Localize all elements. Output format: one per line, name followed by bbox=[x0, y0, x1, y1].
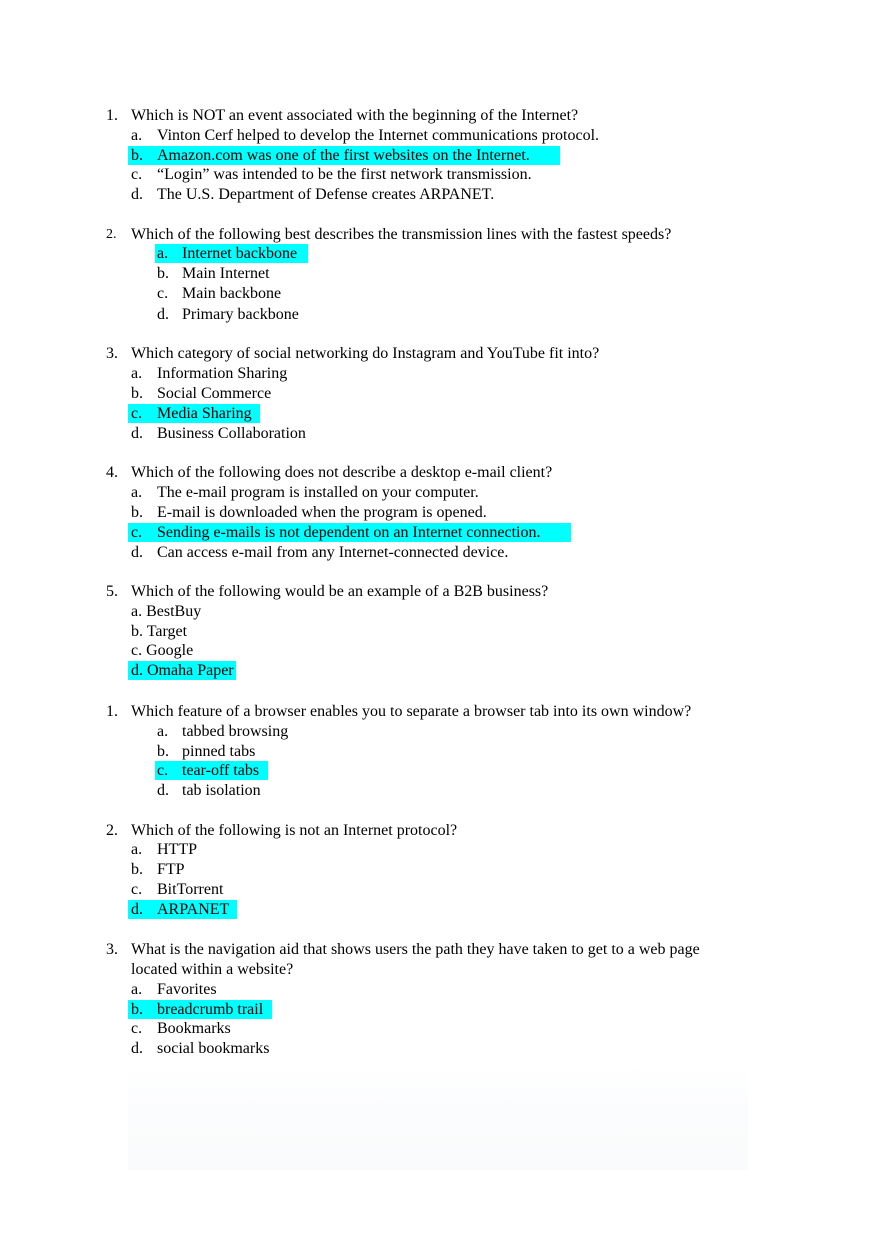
option-letter: a. bbox=[157, 245, 169, 262]
option-letter: c. bbox=[131, 642, 143, 659]
option-text: breadcrumb trail bbox=[157, 1001, 264, 1018]
option-text: Primary backbone bbox=[182, 306, 299, 323]
option-text: tab isolation bbox=[182, 782, 261, 799]
option-text: pinned tabs bbox=[182, 743, 256, 760]
option-text: “Login” was intended to be the first network transmission. bbox=[157, 166, 532, 183]
option-letter: d. bbox=[131, 425, 143, 442]
option-text: Google bbox=[146, 642, 194, 659]
question-number: 1. bbox=[106, 703, 118, 720]
option-text: Favorites bbox=[157, 981, 217, 998]
option-text: Bookmarks bbox=[157, 1020, 231, 1037]
option-text: tabbed browsing bbox=[182, 723, 289, 740]
option-letter: a. bbox=[131, 603, 143, 620]
option-text: Vinton Cerf helped to develop the Internet communications protocol. bbox=[157, 127, 600, 144]
question-text: Which of the following is not an Internet protocol? bbox=[131, 822, 458, 839]
question-number: 1. bbox=[106, 107, 118, 124]
question-text: Which of the following would be an example of a B2B business? bbox=[131, 583, 549, 600]
option-letter: b. bbox=[131, 147, 143, 164]
option-text: FTP bbox=[157, 861, 185, 878]
option-text: Amazon.com was one of the first websites on the Internet. bbox=[157, 147, 530, 164]
question-text: Which category of social networking do Instagram and YouTube fit into? bbox=[131, 345, 600, 362]
question-number: 3. bbox=[106, 941, 118, 958]
option-letter: d. bbox=[131, 186, 143, 203]
option-letter: c. bbox=[157, 285, 169, 302]
option-letter: d. bbox=[157, 782, 169, 799]
option-letter: b. bbox=[131, 623, 143, 640]
option-text: Media Sharing bbox=[157, 405, 252, 422]
answer-highlight bbox=[128, 661, 236, 680]
option-letter: b. bbox=[131, 1001, 143, 1018]
option-text: Internet backbone bbox=[182, 245, 298, 262]
option-text: Omaha Paper bbox=[147, 662, 234, 679]
option-letter: a. bbox=[131, 841, 143, 858]
option-text: ARPANET bbox=[157, 901, 230, 918]
option-text: Business Collaboration bbox=[157, 425, 306, 442]
option-letter: a. bbox=[131, 484, 143, 501]
option-letter: c. bbox=[131, 1020, 143, 1037]
option-letter: b. bbox=[157, 265, 169, 282]
question-text: Which feature of a browser enables you to separate a browser tab into its own window? bbox=[131, 703, 692, 720]
option-text: The e-mail program is installed on your computer. bbox=[157, 484, 479, 501]
question-text-line-1: What is the navigation aid that shows users the path they have taken to get to a web page bbox=[131, 941, 700, 958]
question-text-line-2: located within a website? bbox=[131, 961, 294, 978]
option-letter: b. bbox=[131, 861, 143, 878]
option-letter: d. bbox=[131, 901, 143, 918]
question-text: Which of the following does not describe a desktop e-mail client? bbox=[131, 464, 553, 481]
question-number: 2. bbox=[106, 227, 117, 242]
option-text: The U.S. Department of Defense creates ARPANET. bbox=[157, 186, 495, 203]
option-text: social bookmarks bbox=[157, 1040, 270, 1057]
option-text: BitTorrent bbox=[157, 881, 224, 898]
option-text: Social Commerce bbox=[157, 385, 272, 402]
question-text: Which of the following best describes the transmission lines with the fastest speeds? bbox=[131, 226, 672, 243]
option-text: Sending e-mails is not dependent on an Internet connection. bbox=[157, 524, 541, 541]
option-text: Information Sharing bbox=[157, 365, 288, 382]
option-letter: a. bbox=[131, 365, 143, 382]
question-number: 5. bbox=[106, 583, 118, 600]
option-letter: a. bbox=[131, 981, 143, 998]
option-letter: b. bbox=[131, 385, 143, 402]
option-text: Main backbone bbox=[182, 285, 282, 302]
option-letter: b. bbox=[131, 504, 143, 521]
question-text: Which is NOT an event associated with the beginning of the Internet? bbox=[131, 107, 579, 124]
option-text: BestBuy bbox=[146, 603, 202, 620]
option-text: tear-off tabs bbox=[182, 762, 260, 779]
option-text: Target bbox=[146, 623, 188, 640]
option-letter: b. bbox=[157, 743, 169, 760]
option-letter: d. bbox=[131, 662, 143, 679]
option-letter: c. bbox=[131, 881, 143, 898]
question-number: 4. bbox=[106, 464, 118, 481]
option-letter: d. bbox=[157, 306, 169, 323]
option-text: Main Internet bbox=[182, 265, 270, 282]
question-number: 2. bbox=[106, 822, 118, 839]
option-text: HTTP bbox=[157, 841, 197, 858]
option-text: E-mail is downloaded when the program is opened. bbox=[157, 504, 487, 521]
option-letter: c. bbox=[131, 524, 143, 541]
option-text: Can access e-mail from any Internet-connected device. bbox=[157, 544, 509, 561]
option-letter: c. bbox=[131, 166, 143, 183]
option-letter: c. bbox=[131, 405, 143, 422]
question-number: 3. bbox=[106, 345, 118, 362]
option-letter: d. bbox=[131, 544, 143, 561]
option-letter: a. bbox=[131, 127, 143, 144]
option-letter: c. bbox=[157, 762, 169, 779]
option-letter: d. bbox=[131, 1040, 143, 1057]
option-letter: a. bbox=[157, 723, 169, 740]
